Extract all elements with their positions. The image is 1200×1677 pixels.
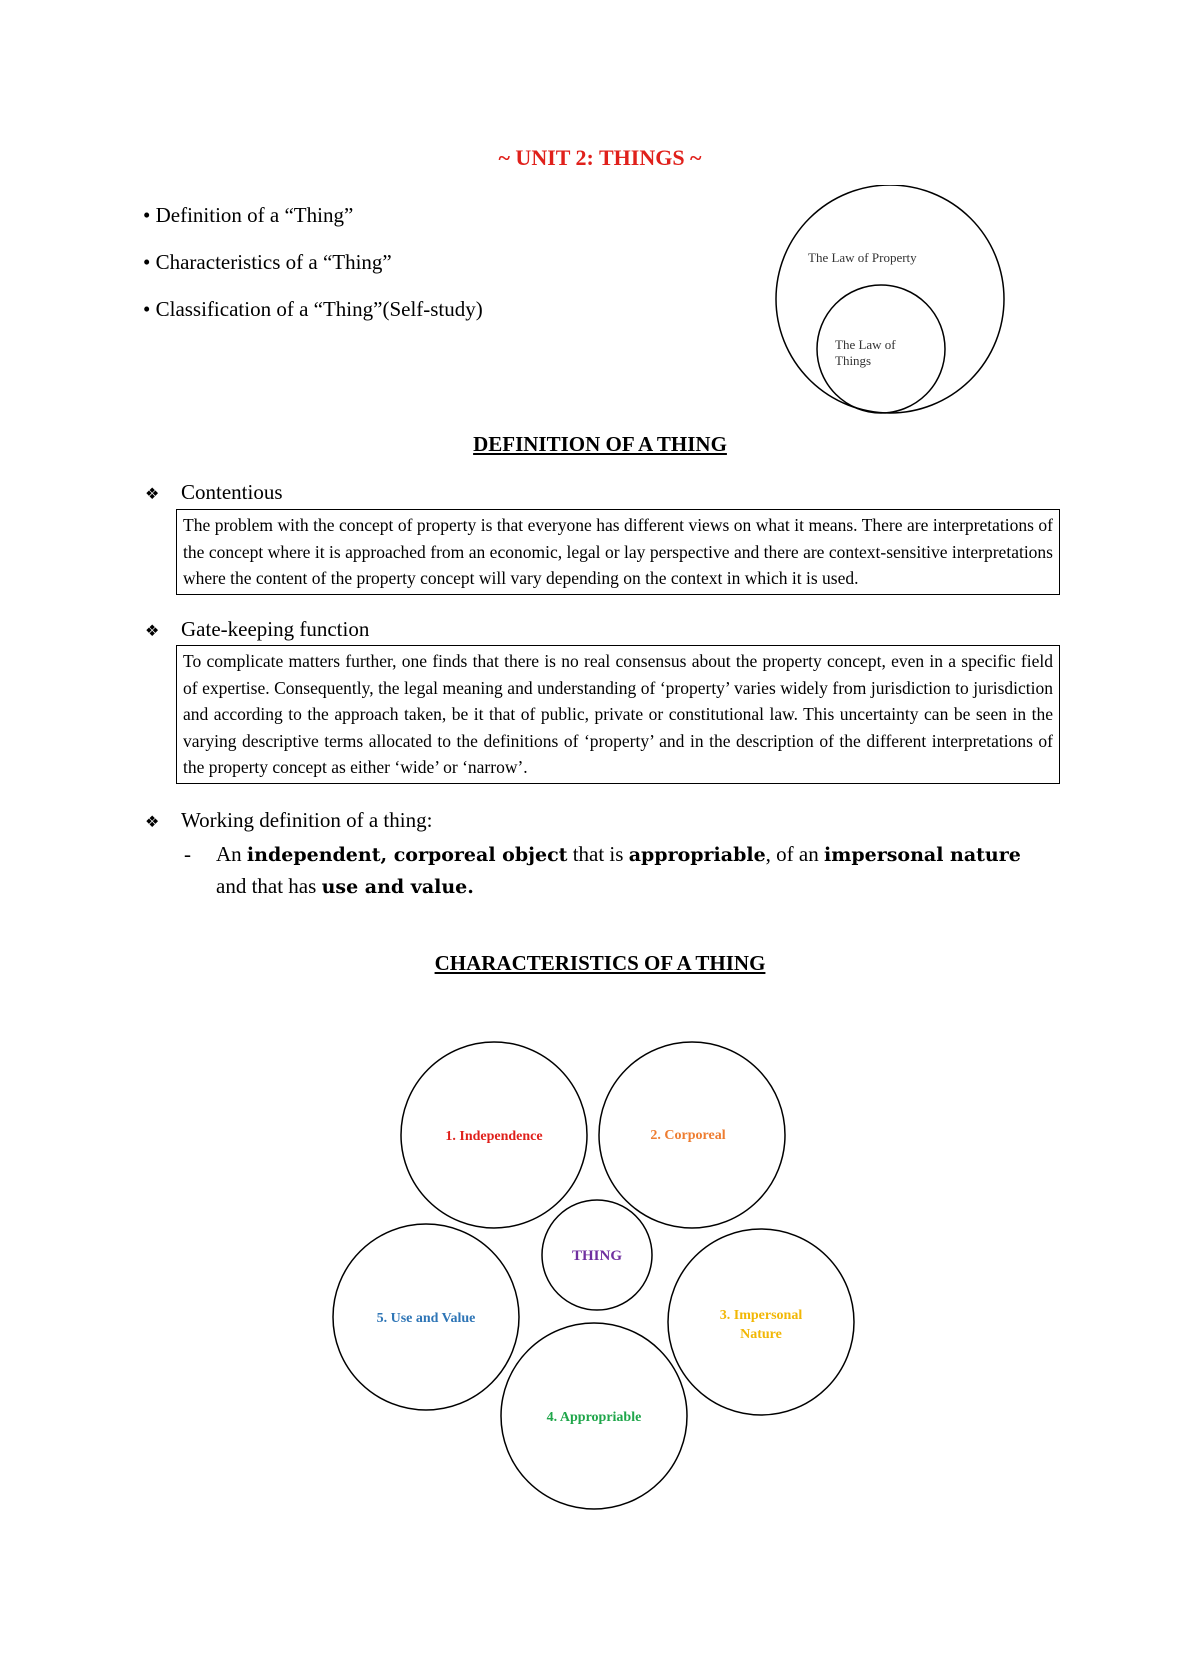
outer-circle [776, 185, 1004, 413]
topic-list [143, 192, 483, 333]
property-venn-diagram [760, 185, 1020, 415]
characteristic-label: 2. Corporeal [650, 1128, 726, 1143]
outer-circle-label: The Law of Property [808, 250, 917, 265]
contentious-label: Contentious [181, 480, 283, 504]
thing-center-label: THING [571, 1248, 623, 1264]
contentious-textbox: The problem with the concept of property is that everyone has different views on what it means. There are interpretations of the concept where it is approached from an economic, legal or lay perspective and there are context-sensitive interpretations where the content of the property concept will vary depending on the context in which it is used. [176, 509, 1060, 595]
characteristic-label: 3. Impersonal [719, 1308, 803, 1323]
characteristic-label: 4. Appropriable [546, 1410, 642, 1425]
contentious-item [145, 480, 283, 505]
characteristic-label: Nature [740, 1327, 782, 1342]
diamond-bullet-icon: ❖ [145, 814, 160, 831]
list-item: • Characteristics of a “Thing” [143, 250, 392, 274]
gatekeeping-label: Gate-keeping function [181, 617, 370, 641]
dash-bullet: - [184, 842, 191, 866]
characteristic-label: 5. Use and Value [376, 1311, 476, 1326]
working-definition-line-2: and that has use and value. [216, 874, 474, 898]
characteristics-heading: CHARACTERISTICS OF A THING [434, 951, 766, 975]
list-item: • Classification of a “Thing”(Self-study) [143, 297, 483, 321]
inner-circle-label: Things [835, 353, 872, 368]
working-definition-line-1: - An independent, corporeal object that is appropriable, of an impersonal nature [184, 838, 1021, 871]
inner-circle-label: The Law of [835, 337, 896, 352]
characteristic-label: 1. Independence [445, 1129, 543, 1144]
working-definition-label: Working definition of a thing: [181, 808, 433, 832]
diamond-bullet-icon: ❖ [145, 486, 160, 503]
diamond-bullet-icon: ❖ [145, 623, 160, 640]
list-item: • Definition of a “Thing” [143, 203, 354, 227]
characteristics-diagram [320, 1030, 860, 1510]
working-definition-item [145, 808, 432, 833]
definition-heading: DEFINITION OF A THING [473, 432, 727, 456]
gatekeeping-textbox: To complicate matters further, one finds that there is no real consensus about the property concept, even in a specific field of expertise. Consequently, the legal meaning and understanding of ‘property’ varies widely from jurisdiction to jurisdiction and according to the approach taken, be it that of public, private or constitutional law. This uncertainty can be seen in the varying descriptive terms allocated to the definitions of ‘property’ and in the description of the different interpretations of the property concept as either ‘wide’ or ‘narrow’. [176, 645, 1060, 784]
page-title: ~ UNIT 2: THINGS ~ [498, 145, 702, 170]
gatekeeping-item [145, 617, 369, 642]
